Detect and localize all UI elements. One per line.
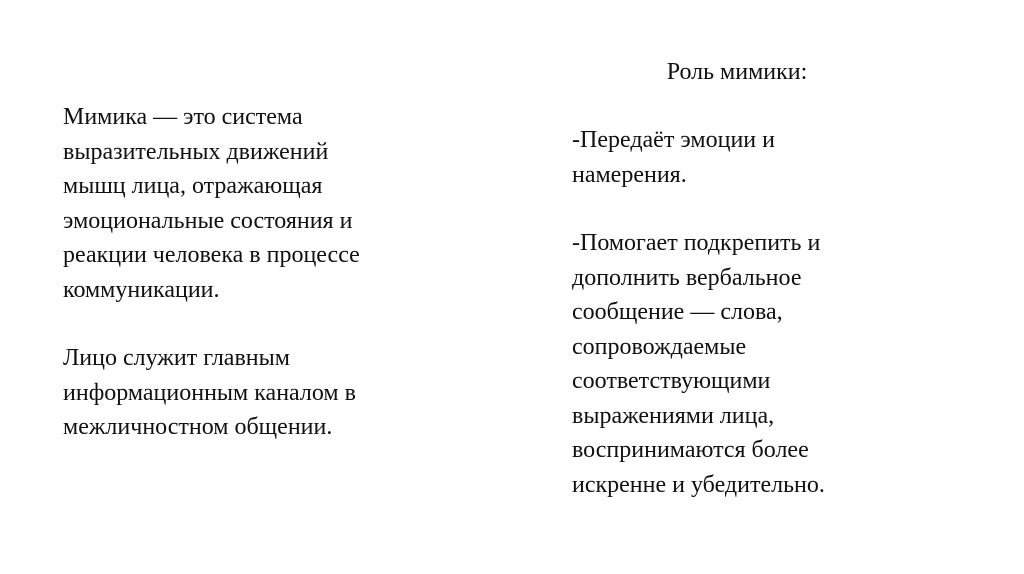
text-line: межличностном общении. xyxy=(63,414,333,440)
text-line: информационным каналом в xyxy=(63,379,356,406)
text-line: Мимика — это система xyxy=(63,104,303,130)
text-line: выразительных движений xyxy=(63,138,329,165)
right-text-block xyxy=(572,123,902,502)
text-line: дополнить вербальное xyxy=(572,264,802,291)
text-line: мышц лица, отражающая xyxy=(63,173,323,199)
point-emotions xyxy=(572,123,902,192)
text-line: искренне и убедительно. xyxy=(572,471,825,498)
text-line: Лицо служит главным xyxy=(63,345,290,371)
text-line: -Передаёт эмоции и xyxy=(572,127,775,153)
point-verbal-support xyxy=(572,226,902,502)
text-line: соответствующими xyxy=(572,368,771,394)
text-line: коммуникации. xyxy=(63,276,220,303)
face-channel-paragraph xyxy=(63,341,458,445)
text-line: воспринимаются более xyxy=(572,437,809,463)
text-line: сопровождаемые xyxy=(572,333,747,360)
text-line: эмоциональные состояния и xyxy=(63,207,353,234)
text-line: выражениями лица, xyxy=(572,402,775,429)
text-line: -Помогает подкрепить и xyxy=(572,230,821,256)
text-line: реакции человека в процессе xyxy=(63,242,360,268)
left-text-block xyxy=(63,100,458,445)
text-line: сообщение — слова, xyxy=(572,299,783,325)
right-heading: Роль мимики: xyxy=(666,59,808,85)
text-line: намерения. xyxy=(572,161,687,188)
definition-paragraph xyxy=(63,100,458,307)
